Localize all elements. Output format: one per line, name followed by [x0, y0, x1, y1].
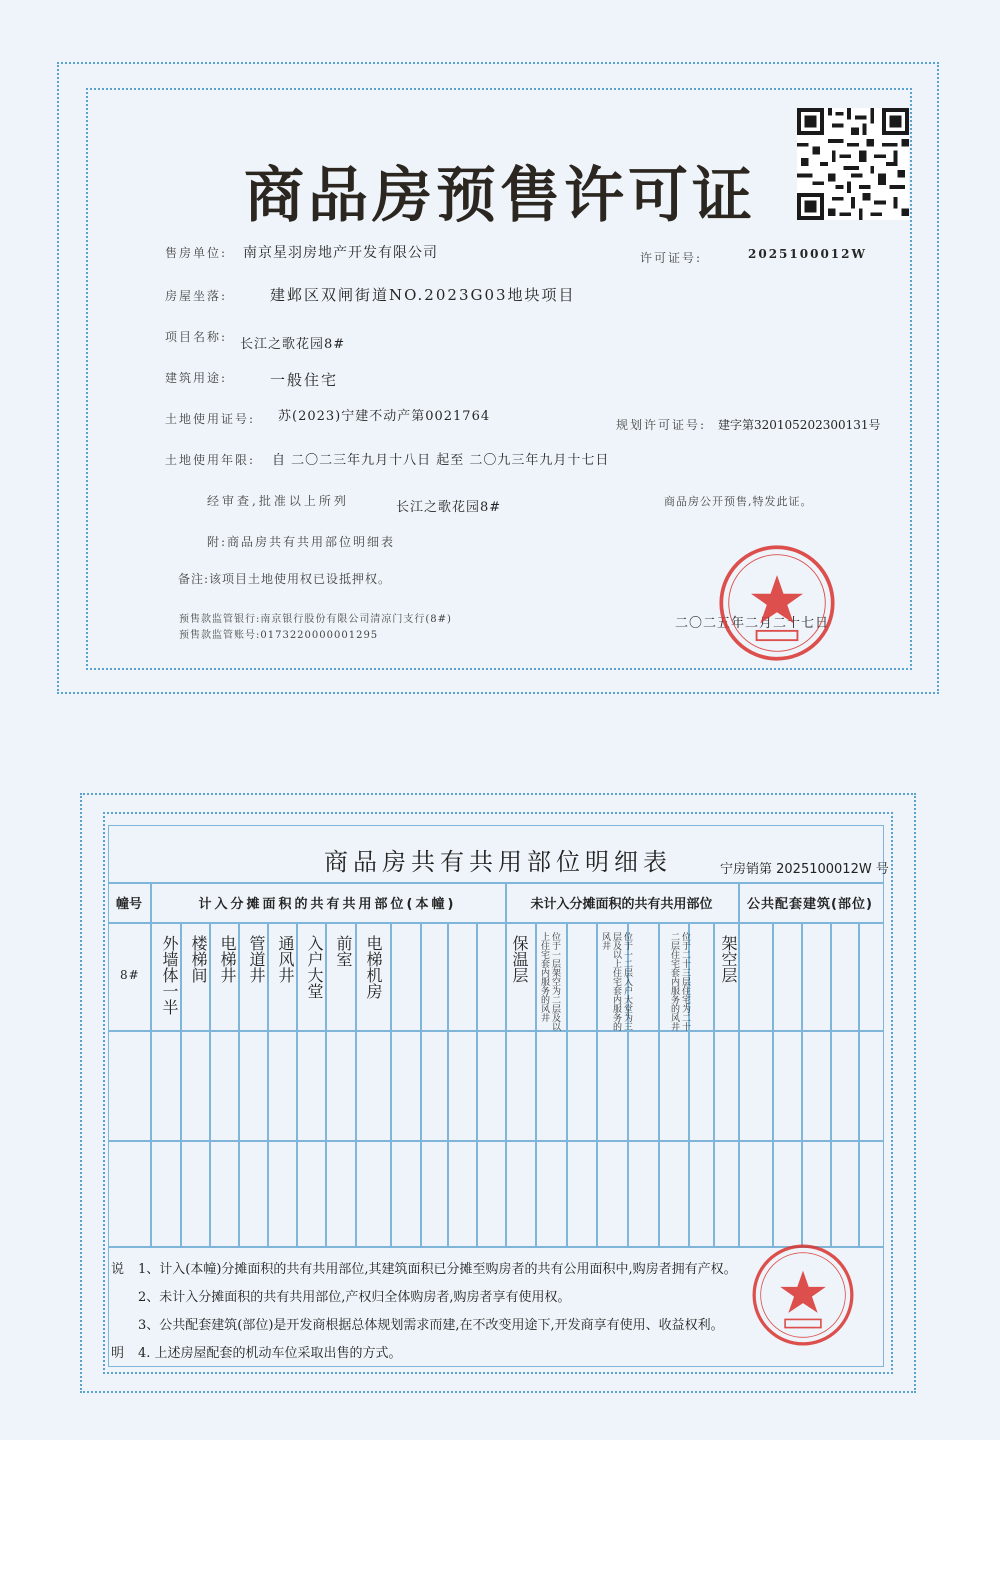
col-header-not-counted: 未计入分摊面积的共有共用部位: [530, 897, 713, 912]
note-line: 3、公共配套建筑(部位)是开发商根据总体规划需求而建,在不改变用途下,开发商享有使用、收益权利。: [138, 1318, 724, 1333]
remark-text: 备注:该项目土地使用权已设抵押权。: [178, 572, 392, 586]
permit-value: 2025100012W: [748, 247, 867, 261]
land-cert-label: 土地使用证号:: [165, 412, 256, 426]
official-seal-icon: [746, 1238, 860, 1352]
project-label: 项目名称:: [165, 330, 228, 344]
column-line: [801, 922, 803, 1248]
column-line: [596, 922, 598, 1248]
permit-label: 许可证号:: [640, 251, 703, 265]
usage-label: 建筑用途:: [165, 371, 228, 385]
not-counted-item: 架空层: [719, 935, 738, 983]
land-cert-value: 苏(2023)宁建不动产第0021764: [278, 409, 491, 424]
notes-side-label: 说: [111, 1262, 125, 1277]
not-counted-item: 保温层: [510, 935, 529, 983]
column-line: [150, 882, 152, 1248]
column-line: [505, 882, 507, 1248]
column-line: [325, 922, 327, 1248]
usage-value: 一般住宅: [270, 371, 339, 389]
column-line: [772, 922, 774, 1248]
counted-item: 入户大堂: [305, 935, 324, 999]
approval-project: 长江之歌花园8#: [396, 500, 502, 515]
col-header-public: 公共配套建筑(部位): [747, 897, 873, 912]
land-term-value: 自 二〇二三年九月十八日 起至 二〇九三年九月十七日: [272, 453, 610, 468]
approval-suffix: 商品房公开预售,特发此证。: [664, 495, 813, 508]
column-line: [566, 922, 568, 1248]
row-line: [108, 922, 884, 924]
table-title: 商品房共有共用部位明细表: [324, 848, 672, 876]
column-line: [390, 922, 392, 1248]
column-line: [267, 922, 269, 1248]
col-header-counted: 计入分摊面积的共有共用部位(本幢): [198, 897, 457, 912]
issue-date: 二〇二五年二月二十七日: [675, 616, 830, 631]
column-line: [858, 922, 860, 1248]
counted-item: 前室: [334, 935, 353, 967]
column-line: [535, 922, 537, 1248]
not-counted-note: 位于一层架空为二层及以上住宅套内服务的风井: [539, 932, 560, 1031]
col-header-building: 幢号: [115, 897, 142, 912]
column-line: [296, 922, 298, 1248]
note-line: 1、计入(本幢)分摊面积的共有共用部位,其建筑面积已分摊至购房者的共有公用面积中,购房者拥有产权。: [138, 1262, 737, 1277]
row-line: [108, 882, 884, 884]
row-line: [108, 1140, 884, 1142]
column-line: [180, 922, 182, 1248]
notes-side-label: 明: [111, 1346, 125, 1361]
seller-value: 南京星羽房地产开发有限公司: [243, 245, 438, 261]
planning-value: 建字第320105202300131号: [718, 418, 881, 432]
note-line: 4. 上述房屋配套的机动车位采取出售的方式。: [138, 1346, 402, 1361]
counted-item: 管道井: [247, 935, 266, 983]
counted-item: 电梯井: [218, 935, 237, 983]
attachment-text: 附:商品房共有共用部位明细表: [207, 535, 396, 549]
land-term-label: 土地使用年限:: [165, 453, 256, 467]
not-counted-note: 位于一二层入户大堂为三层及以上住宅套内服务的风井: [600, 932, 632, 1031]
certificate-title: 商品房预售许可证: [244, 161, 756, 231]
column-line: [355, 922, 357, 1248]
column-line: [447, 922, 449, 1248]
row-line: [108, 1030, 884, 1032]
project-value: 长江之歌花园8#: [240, 337, 346, 352]
qr-code-icon: [797, 108, 909, 220]
column-line: [209, 922, 211, 1248]
supervision-account: 预售款监管账号:0173220000001295: [179, 630, 379, 641]
approval-prefix: 经审查,批准以上所列: [207, 494, 349, 508]
column-line: [658, 922, 660, 1248]
column-line: [713, 922, 715, 1248]
counted-item: 通风井: [276, 935, 295, 983]
planning-label: 规划许可证号:: [616, 418, 707, 432]
column-line: [830, 922, 832, 1248]
note-line: 2、未计入分摊面积的共有共用部位,产权归全体购房者,购房者享有使用权。: [138, 1290, 571, 1305]
location-value: 建邺区双闸街道NO.2023G03地块项目: [270, 286, 576, 304]
not-counted-note: 位于二十三层住宅为二十二层住宅套内服务的风井: [669, 932, 690, 1031]
counted-item: 外墙体一半: [160, 935, 179, 1015]
counted-item: 电梯机房: [364, 935, 383, 999]
column-line: [476, 922, 478, 1248]
table-number: 宁房销第 2025100012W 号: [720, 862, 889, 877]
location-label: 房屋坐落:: [165, 289, 228, 303]
seller-label: 售房单位:: [165, 246, 228, 260]
building-number: 8#: [120, 968, 140, 982]
column-line: [238, 922, 240, 1248]
supervision-bank: 预售款监管银行:南京银行股份有限公司清凉门支行(8#): [179, 614, 452, 625]
column-line: [738, 882, 740, 1248]
counted-item: 楼梯间: [189, 935, 208, 983]
column-line: [420, 922, 422, 1248]
official-seal-icon: [712, 538, 842, 668]
